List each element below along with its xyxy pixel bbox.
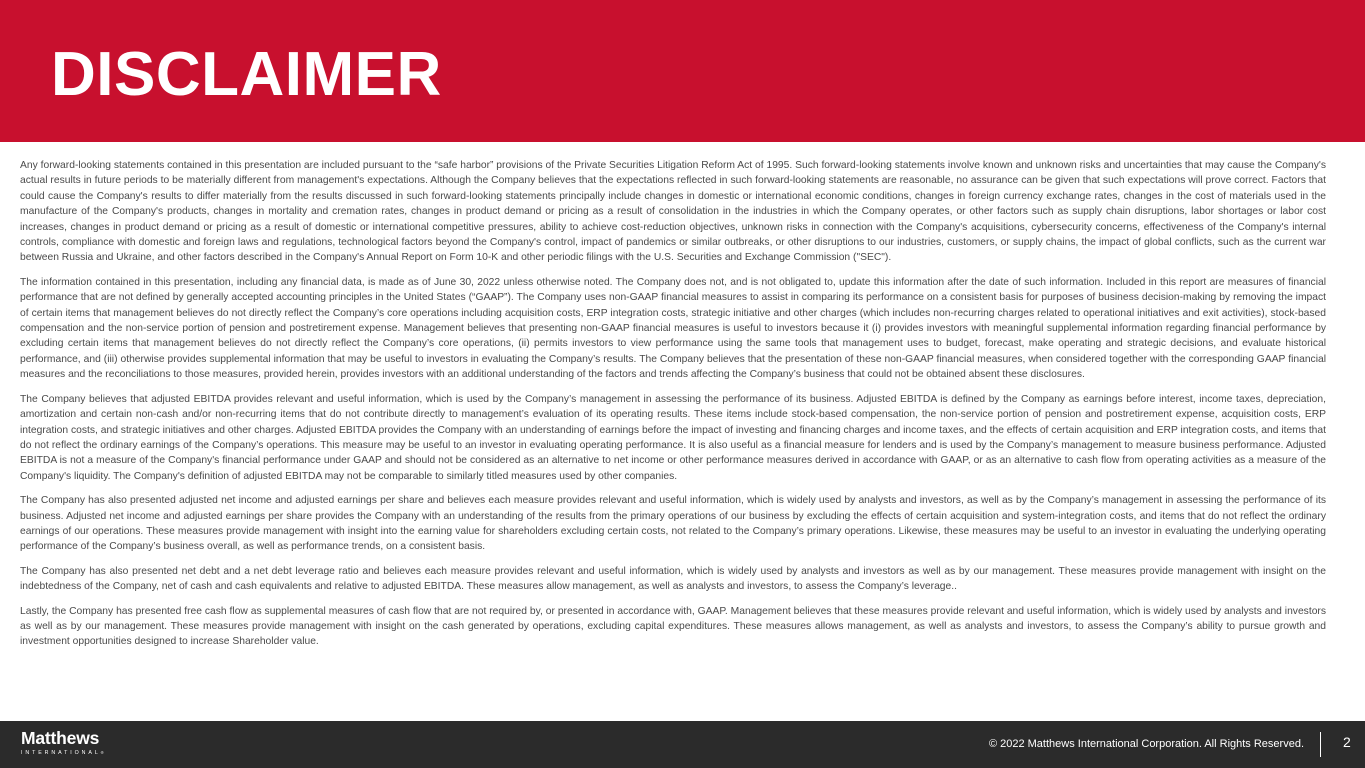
slide-title: DISCLAIMER <box>51 40 442 109</box>
logo-subtitle-text: INTERNATIONAL <box>21 750 101 756</box>
footer-divider <box>1320 732 1321 757</box>
logo-registered-mark: ® <box>100 750 104 755</box>
title-banner <box>0 0 1365 142</box>
disclaimer-paragraph: Lastly, the Company has presented free cash flow as supplemental measures of cash flow that are not required by, or presented in accordance with, GAAP. Management believes that these measures provide relevant and useful information, which is widely used by analysts and investors as well as by our management. These measures provide management with insight on the cash generated by operations, excluding capital expenditures. These measures allows management, as well as analysts and investors, to assess the Company’s ability to pursue growth and investment opportunities designed to increase Shareholder value. <box>20 605 1326 648</box>
disclaimer-body <box>20 158 1326 659</box>
company-logo <box>21 728 104 757</box>
disclaimer-paragraph: The Company believes that adjusted EBITDA provides relevant and useful information, which is used by the Company’s management in assessing the performance of its business. Adjusted EBITDA is defined by the Company as earnings before interest, income taxes, depreciation, amortization and certain non-cash and/or non-recurring items that do not contribute directly to management’s evaluation of its operating results. These items include stock-based compensation, the non-service portion of pension and postretirement expense, acquisition costs, ERP integration costs, and strategic initiatives and other charges. Adjusted EBITDA provides the Company with an understanding of earnings before the impact of investing and financing charges and income taxes, and the effects of certain acquisition and ERP integration costs, and items that do not reflect the ordinary earnings of the Company’s operations. This measure may be useful to an investor in evaluating operating performance. It is also useful as a financial measure for lenders and is used by the Company’s management to measure business performance. Adjusted EBITDA is not a measure of the Company's financial performance under GAAP and should not be considered as an alternative to net income or other performance measures derived in accordance with GAAP, or as an alternative to cash flow from operating activities as a measure of the Company's liquidity. The Company's definition of adjusted EBITDA may not be comparable to similarly titled measures used by other companies. <box>20 393 1326 482</box>
footer-bar <box>0 721 1365 768</box>
disclaimer-paragraph: The information contained in this presentation, including any financial data, is made as of June 30, 2022 unless otherwise noted. The Company does not, and is not obligated to, update this information after the date of such information. Included in this report are measures of financial performance that are not defined by generally accepted accounting principles in the United States (“GAAP”). The Company uses non-GAAP financial measures to assist in comparing its performance on a consistent basis for purposes of business decision-making by removing the impact of certain items that management believes do not directly reflect the Company’s core operations including acquisition costs, ERP integration costs, strategic initiative and other charges (which includes non-recurring charges related to operational initiatives and exit activities), stock-based compensation and the non-service portion of pension and postretirement expense. Management believes that presenting non-GAAP financial measures is useful to investors because it (i) provides investors with meaningful supplemental information regarding financial performance by excluding certain items that management believes do not directly reflect the Company’s core operations, (ii) permits investors to view performance using the same tools that management uses to budget, forecast, make operating and strategic decisions, and evaluate historical performance, and (iii) otherwise provides supplemental information that may be useful to investors in evaluating the Company’s results. The Company believes that the presentation of these non-GAAP financial measures, when considered together with the corresponding GAAP financial measures and the reconciliations to those measures, provided herein, provides investors with an additional understanding of the factors and trends affecting the Company’s business that could not be obtained absent these disclosures. <box>20 276 1326 381</box>
disclaimer-paragraph: The Company has also presented net debt and a net debt leverage ratio and believes each measure provides relevant and useful information, which is widely used by analysts and investors as well as by our management. These measures provide management with insight on the indebtedness of the Company, net of cash and cash equivalents and relative to adjusted EBITDA. These measures allow management, as well as analysts and investors, to assess the Company’s leverage.. <box>20 565 1326 593</box>
page-number: 2 <box>1343 734 1351 750</box>
logo-wordmark: Matthews <box>21 728 100 748</box>
logo-subtitle <box>21 749 104 757</box>
copyright-notice: © 2022 Matthews International Corporation. All Rights Reserved. <box>988 738 1304 750</box>
disclaimer-paragraph: Any forward-looking statements contained in this presentation are included pursuant to the “safe harbor” provisions of the Private Securities Litigation Reform Act of 1995. Such forward-looking statements involve known and unknown risks and uncertainties that may cause the Company's actual results in future periods to be materially different from management's expectations. Although the Company believes that the expectations reflected in such forward-looking statements are reasonable, no assurance can be given that such expectations will prove correct. Factors that could cause the Company's results to differ materially from the results discussed in such forward-looking statements principally include changes in domestic or international economic conditions, changes in foreign currency exchange rates, changes in the cost of materials used in the manufacture of the Company's products, changes in mortality and cremation rates, changes in product demand or pricing as a result of consolidation in the industries in which the Company operates, or other factors such as supply chain disruptions, labor shortages or labor cost increases, changes in product demand or pricing as a result of domestic or international competitive pressures, ability to achieve cost-reduction objectives, unknown risks in connection with the Company's acquisitions, cybersecurity concerns, effectiveness of the Company's internal controls, compliance with domestic and foreign laws and regulations, technological factors beyond the Company's control, impact of pandemics or similar outbreaks, or other disruptions to our industries, customers, or supply chains, the impact of global conflicts, such as the current war between Russia and Ukraine, and other factors described in the Company's Annual Report on Form 10-K and other periodic filings with the U.S. Securities and Exchange Commission ("SEC"). <box>20 160 1326 264</box>
disclaimer-paragraph: The Company has also presented adjusted net income and adjusted earnings per share and believes each measure provides relevant and useful information, which is widely used by analysts and investors, as well as by the Company’s management in assessing the performance of its business. Adjusted net income and adjusted earnings per share provides the Company with an understanding of the results from the primary operations of our business by excluding the effects of certain acquisition and system-integration costs, and items that do not reflect the ordinary earnings of our operations. These measures provide management with insight into the earning value for shareholders excluding certain costs, not related to the Company’s primary operations. Likewise, these measures may be useful to an investor in evaluating the underlying operating performance of the Company’s business overall, as well as performance trends, on a consistent basis. <box>20 495 1326 553</box>
